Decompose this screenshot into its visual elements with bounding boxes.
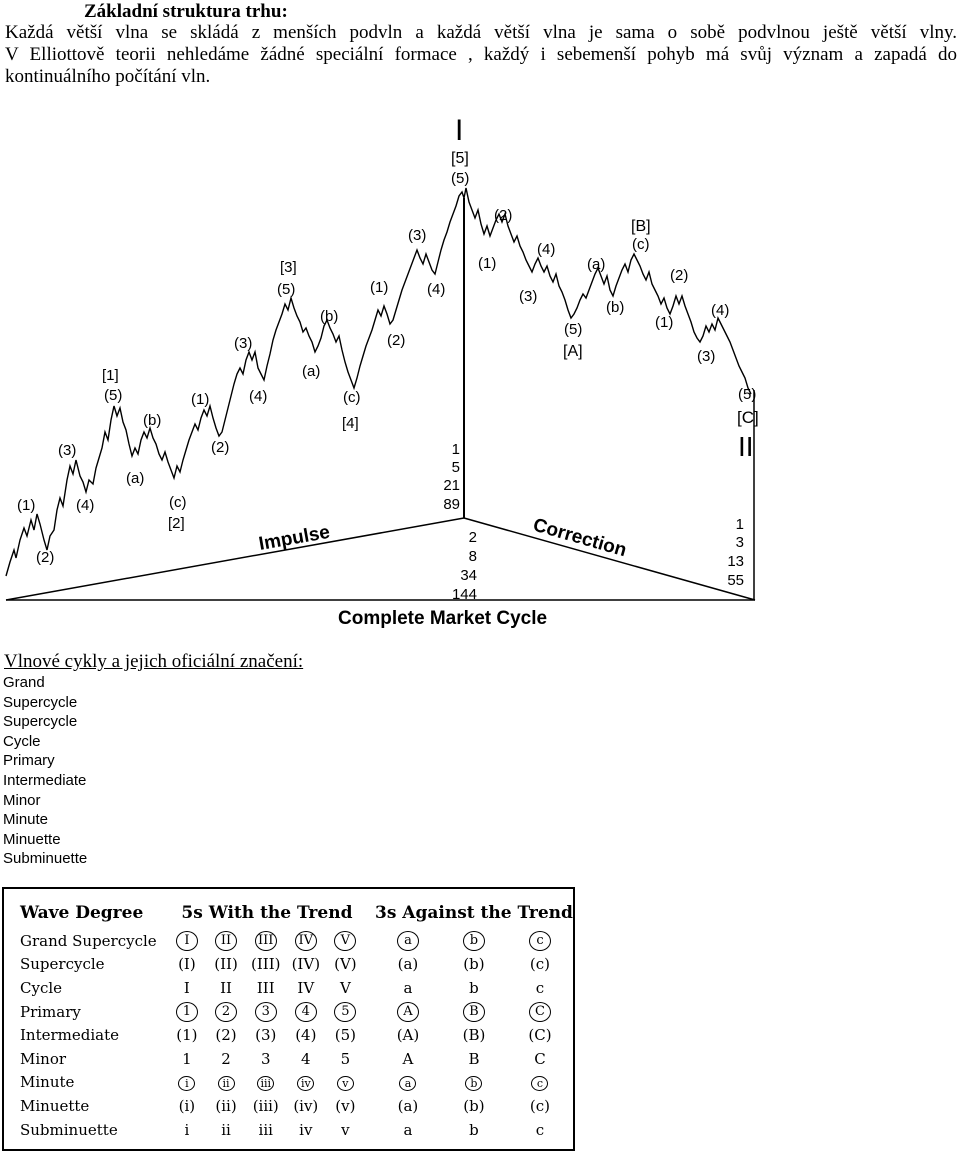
wave-degree-table-frame	[2, 887, 575, 1151]
page-heading: Základní struktura trhu:	[84, 1, 288, 22]
notation-symbol: iv	[299, 1120, 313, 1139]
notation-symbol: (IV)	[291, 955, 321, 974]
notation-symbol: (3)	[255, 1026, 277, 1045]
wave-label: (1)	[655, 314, 674, 331]
wave-notation	[441, 1118, 507, 1142]
notation-symbol: a	[403, 978, 413, 997]
wave-label: (3)	[408, 227, 427, 244]
degree-item: Minor	[3, 791, 41, 809]
wave-notation	[441, 1047, 507, 1071]
count-value: 3	[735, 534, 744, 551]
notation-symbol: I	[176, 931, 198, 951]
wave-notation	[507, 1047, 573, 1071]
degree-item: Supercycle	[3, 693, 78, 711]
degree-item: Supercycle	[3, 713, 78, 731]
wave-notation	[286, 1000, 326, 1024]
wave-notation	[507, 976, 573, 1000]
notation-symbol: 1	[182, 1049, 192, 1068]
notation-symbol: (iv)	[293, 1096, 319, 1115]
wave-notation	[167, 1023, 206, 1047]
wave-label: (4)	[249, 388, 268, 405]
wave-notation	[167, 1047, 206, 1071]
wave-notation	[206, 976, 245, 1000]
degree-item: Intermediate	[3, 771, 87, 789]
wave-label: (4)	[76, 497, 95, 514]
table-row	[20, 976, 573, 1000]
header-wave-degree: Wave Degree	[20, 903, 144, 923]
notation-symbol: (C)	[528, 1026, 552, 1045]
wave-notation	[441, 976, 507, 1000]
degree-item: Minute	[3, 811, 49, 829]
degree-name: Grand Supercycle	[20, 931, 157, 950]
count-value: 21	[443, 477, 460, 494]
wave-notation	[441, 953, 507, 977]
table-row	[20, 1023, 573, 1047]
wave-notation	[507, 1023, 573, 1047]
wave-label: [4]	[342, 415, 359, 432]
notation-symbol: C	[534, 1049, 546, 1068]
wave-notation	[246, 953, 286, 977]
notation-symbol: III	[255, 931, 277, 951]
count-value: 2	[468, 529, 477, 546]
wave-label: (3)	[58, 442, 77, 459]
table-row	[20, 1118, 573, 1142]
wave-notation	[246, 1047, 286, 1071]
notation-symbol: (2)	[215, 1026, 237, 1045]
wave-notation	[246, 1094, 286, 1118]
degree-name: Minor	[20, 1049, 67, 1068]
notation-symbol: i	[184, 1120, 190, 1139]
wave-label: (c)	[169, 494, 187, 511]
end-bracket-label: [C]	[737, 408, 759, 427]
wave-notation	[507, 1094, 573, 1118]
notation-symbol: c	[529, 931, 551, 951]
notation-symbol: (v)	[335, 1096, 356, 1115]
wave-notation	[441, 1071, 507, 1095]
notation-symbol: a	[399, 1076, 416, 1091]
wave-notation	[167, 1094, 206, 1118]
wave-notation	[167, 1118, 206, 1142]
wave-notation	[326, 1118, 365, 1142]
degree-item: Grand	[3, 674, 45, 691]
notation-symbol: (III)	[251, 955, 281, 974]
degrees-title: Vlnové cykly a jejich oficiální značení:	[4, 651, 304, 672]
wave-notation	[441, 929, 507, 953]
header-threes: 3s Against the Trend	[374, 903, 573, 923]
intro-line: kontinuálního počítání vln.	[5, 66, 211, 87]
wave-label: (2)	[36, 549, 55, 566]
wave-notation	[246, 1071, 286, 1095]
table-row	[20, 929, 573, 953]
notation-symbol: (a)	[397, 1096, 419, 1115]
notation-symbol: (c)	[529, 1096, 551, 1115]
end-counts	[727, 516, 744, 589]
wave-notation	[441, 1000, 507, 1024]
notation-symbol: 1	[176, 1002, 198, 1022]
notation-symbol: (B)	[462, 1026, 486, 1045]
notation-symbol: (I)	[178, 955, 196, 974]
wave-notation	[167, 976, 206, 1000]
wave-notation	[286, 929, 326, 953]
wave-label: (1)	[191, 391, 210, 408]
diagram-title: Complete Market Cycle	[338, 608, 548, 629]
notation-symbol: c	[535, 1120, 545, 1139]
degree-item: Cycle	[3, 732, 41, 750]
wave-label: (5)	[738, 386, 757, 403]
count-value: 8	[468, 548, 477, 565]
wave-notation	[286, 1094, 326, 1118]
wave-label: (a)	[302, 363, 321, 380]
notation-symbol: I	[183, 978, 190, 997]
notation-symbol: 4	[295, 1002, 317, 1022]
notation-symbol: II	[220, 978, 232, 997]
wave-notation	[167, 953, 206, 977]
notation-symbol: (b)	[463, 1096, 485, 1115]
wave-notation	[326, 1094, 365, 1118]
count-value: 1	[451, 441, 460, 458]
wave-notation	[206, 1118, 245, 1142]
peak-bracket-label: [5]	[451, 150, 469, 167]
wave-label: (2)	[211, 439, 230, 456]
notation-symbol: (4)	[295, 1026, 317, 1045]
wave-label: [B]	[631, 218, 651, 235]
wave-notation	[246, 929, 286, 953]
wave-label: (1)	[17, 497, 36, 514]
wave-notation	[246, 1118, 286, 1142]
degree-name: Minuette	[20, 1096, 90, 1115]
wave-notation	[375, 1047, 441, 1071]
wave-degree-table	[20, 897, 573, 1141]
count-value: 13	[727, 553, 744, 570]
wave-notation	[441, 1023, 507, 1047]
table-row	[20, 953, 573, 977]
wave-notation	[206, 1023, 245, 1047]
notation-symbol: (1)	[176, 1026, 198, 1045]
notation-symbol: v	[341, 1120, 350, 1139]
degree-name: Cycle	[20, 978, 63, 997]
wave-label: (3)	[519, 288, 538, 305]
wave-notation	[326, 1000, 365, 1024]
count-value: 5	[451, 459, 460, 476]
impulse-label: Impulse	[257, 521, 332, 555]
center-counts	[452, 529, 477, 603]
correction-label: Correction	[530, 514, 629, 562]
wave-notation	[375, 1071, 441, 1095]
wave-notation	[375, 929, 441, 953]
wave-notation	[286, 976, 326, 1000]
notation-symbol: v	[337, 1076, 354, 1091]
notation-symbol: iii	[258, 1120, 273, 1139]
degree-name: Subminuette	[20, 1120, 118, 1139]
notation-symbol: (b)	[463, 955, 485, 974]
wave-notation	[206, 953, 245, 977]
end-degree-label: II	[738, 431, 754, 462]
notation-symbol: a	[397, 931, 419, 951]
wave-notation	[441, 1094, 507, 1118]
count-value: 1	[735, 516, 744, 533]
notation-symbol: c	[531, 1076, 548, 1091]
wave-notation	[507, 1071, 573, 1095]
correction-wave-labels	[478, 207, 756, 403]
wave-label: (a)	[126, 470, 145, 487]
wave-notation	[246, 976, 286, 1000]
wave-notation	[206, 1071, 245, 1095]
wave-notation	[286, 953, 326, 977]
wave-notation	[206, 1094, 245, 1118]
wave-label: (4)	[537, 241, 556, 258]
wave-notation	[167, 1000, 206, 1024]
wave-notation	[246, 1000, 286, 1024]
count-value: 55	[727, 572, 744, 589]
wave-notation	[507, 929, 573, 953]
notation-symbol: V	[339, 978, 351, 997]
wave-label: (5)	[564, 321, 583, 338]
notation-symbol: b	[469, 1120, 479, 1139]
wave-notation	[375, 1094, 441, 1118]
wave-notation	[326, 929, 365, 953]
notation-symbol: (II)	[214, 955, 238, 974]
peak-degree-label: I	[455, 114, 464, 147]
correction-baseline	[464, 518, 755, 600]
degree-item: Subminuette	[3, 850, 88, 868]
wave-label: (1)	[478, 255, 497, 272]
wave-notation	[206, 1047, 245, 1071]
notation-symbol: iv	[297, 1076, 314, 1091]
wave-notation	[375, 1023, 441, 1047]
wave-notation	[167, 1071, 206, 1095]
peak-counts	[443, 441, 460, 513]
intro-line: V Elliottově teorii nehledáme žádné speciální formace , každý i sebemenší pohyb má svůj význam a zapadá do	[5, 44, 957, 65]
wave-label: (c)	[343, 389, 361, 406]
notation-symbol: 5	[340, 1049, 351, 1068]
wave-label: (b)	[143, 412, 162, 429]
wave-notation	[507, 1000, 573, 1024]
notation-symbol: IV	[295, 931, 317, 951]
notation-symbol: b	[465, 1076, 482, 1091]
wave-label: (3)	[697, 348, 716, 365]
table-row	[20, 1094, 573, 1118]
wave-label: (5)	[277, 281, 296, 298]
notation-symbol: (a)	[397, 955, 419, 974]
wave-notation	[326, 953, 365, 977]
notation-symbol: IV	[297, 978, 315, 997]
count-value: 89	[443, 496, 460, 513]
header-fives: 5s With the Trend	[181, 903, 353, 923]
wave-label: (3)	[234, 335, 253, 352]
table-row	[20, 1071, 573, 1095]
wave-label: (5)	[104, 387, 123, 404]
wave-notation	[286, 1047, 326, 1071]
notation-symbol: c	[535, 978, 545, 997]
notation-symbol: B	[463, 1002, 485, 1022]
notation-symbol: (V)	[334, 955, 357, 974]
wave-notation	[375, 976, 441, 1000]
degree-name: Intermediate	[20, 1026, 120, 1045]
notation-symbol: 3	[255, 1002, 277, 1022]
impulse-baseline	[6, 518, 464, 600]
notation-symbol: A	[402, 1049, 414, 1068]
wave-notation	[326, 1047, 365, 1071]
notation-symbol: (A)	[396, 1026, 420, 1045]
notation-symbol: III	[256, 978, 275, 997]
wave-label: [1]	[102, 367, 119, 384]
wave-label: (4)	[427, 281, 446, 298]
notation-symbol: (iii)	[252, 1096, 279, 1115]
notation-symbol: B	[468, 1049, 480, 1068]
degree-list	[3, 673, 87, 869]
notation-symbol: 2	[221, 1049, 231, 1068]
count-value: 34	[460, 567, 477, 584]
degree-item: Minuette	[3, 830, 61, 848]
wave-notation	[375, 1000, 441, 1024]
table-row	[20, 1000, 573, 1024]
notation-symbol: 2	[215, 1002, 237, 1022]
degree-name: Minute	[20, 1073, 75, 1092]
peak-paren-label: (5)	[451, 170, 470, 187]
wave-label: (2)	[494, 207, 513, 224]
wave-notation	[326, 976, 365, 1000]
notation-symbol: C	[529, 1002, 551, 1022]
wave-notation	[206, 929, 245, 953]
notation-symbol: A	[397, 1002, 419, 1022]
table-row	[20, 1047, 573, 1071]
wave-notation	[326, 1023, 365, 1047]
notation-symbol: II	[215, 931, 237, 951]
wave-label: (b)	[320, 308, 339, 325]
wave-label: (1)	[370, 279, 389, 296]
wave-label: (2)	[670, 267, 689, 284]
notation-symbol: b	[463, 931, 485, 951]
notation-symbol: (5)	[334, 1026, 356, 1045]
intro-paragraph	[5, 22, 957, 88]
notation-symbol: V	[334, 931, 356, 951]
notation-symbol: 4	[301, 1049, 311, 1068]
wave-notation	[375, 953, 441, 977]
wave-notation	[286, 1071, 326, 1095]
wave-label: (b)	[606, 299, 625, 316]
notation-symbol: ii	[218, 1076, 235, 1091]
wave-notation	[286, 1023, 326, 1047]
notation-symbol: b	[469, 978, 479, 997]
wave-label: (c)	[632, 236, 650, 253]
wave-label: (2)	[387, 332, 406, 349]
elliott-wave-diagram	[0, 110, 780, 630]
wave-notation	[326, 1071, 365, 1095]
wave-notation	[507, 1118, 573, 1142]
degree-name: Supercycle	[20, 955, 105, 974]
wave-notation	[206, 1000, 245, 1024]
wave-notation	[507, 953, 573, 977]
table-body	[20, 929, 573, 1141]
notation-symbol: (ii)	[215, 1096, 237, 1115]
count-value: 144	[451, 586, 477, 603]
notation-symbol: (c)	[529, 955, 551, 974]
intro-line: Každá větší vlna se skládá z menších podvln a každá větší vlna je sama o sobě podvlnou ještě větší vlny.	[5, 22, 957, 43]
wave-label: [3]	[280, 259, 297, 276]
table-header-row	[20, 897, 573, 929]
wave-label: [2]	[168, 515, 185, 532]
wave-label: (a)	[587, 256, 606, 273]
wave-notation	[286, 1118, 326, 1142]
wave-label: [A]	[563, 343, 583, 360]
notation-symbol: ii	[221, 1120, 231, 1139]
wave-notation	[375, 1118, 441, 1142]
degree-item: Primary	[3, 752, 55, 770]
notation-symbol: (i)	[178, 1096, 196, 1115]
degree-name: Primary	[20, 1002, 81, 1021]
notation-symbol: 3	[260, 1049, 271, 1068]
wave-label: (4)	[711, 302, 730, 319]
notation-symbol: iii	[257, 1076, 274, 1091]
notation-symbol: a	[403, 1120, 413, 1139]
wave-notation	[167, 929, 206, 953]
notation-symbol: i	[178, 1076, 195, 1091]
notation-symbol: 5	[334, 1002, 356, 1022]
wave-notation	[246, 1023, 286, 1047]
